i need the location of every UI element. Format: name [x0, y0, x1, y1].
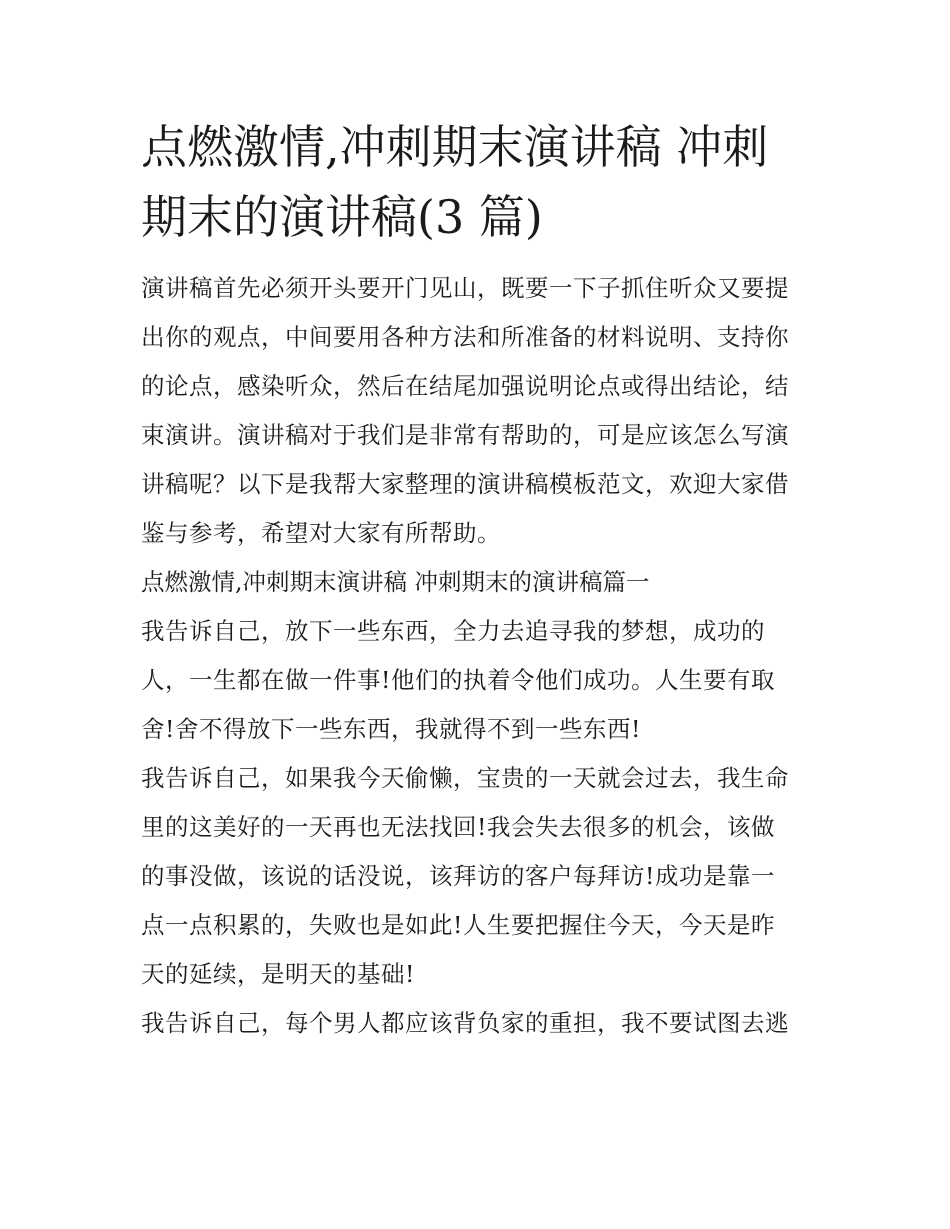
text-line: 束演讲。演讲稿对于我们是非常有帮助的，可是应该怎么写演	[141, 421, 789, 449]
text-line: 的论点，感染听众，然后在结尾加强说明论点或得出结论，结	[141, 372, 789, 400]
title-line: 点燃激情,冲刺期末演讲稿 冲刺	[141, 120, 769, 174]
text-line: 讲稿呢？以下是我帮大家整理的演讲稿模板范文，欢迎大家借	[141, 470, 789, 498]
paragraph-2	[141, 754, 813, 999]
paragraph-3	[141, 999, 813, 1048]
section-heading: 点燃激情,冲刺期末演讲稿 冲刺期末的演讲稿篇一	[141, 568, 650, 596]
document-body	[141, 264, 813, 1048]
text-line: 我告诉自己，放下一些东西，全力去追寻我的梦想，成功的	[141, 617, 765, 645]
text-line: 演讲稿首先必须开头要开门见山，既要一下子抓住听众又要提	[141, 274, 789, 302]
text-line: 的事没做，该说的话没说，该拜访的客户每拜访!成功是靠一	[141, 862, 775, 890]
text-line: 出你的观点，中间要用各种方法和所准备的材料说明、支持你	[141, 323, 789, 351]
title-line: 期末的演讲稿(3 篇)	[141, 190, 543, 244]
text-line: 我告诉自己，每个男人都应该背负家的重担，我不要试图去逃	[141, 1009, 789, 1037]
paragraph-1	[141, 607, 813, 754]
text-line: 人，一生都在做一件事!他们的执着令他们成功。人生要有取	[141, 666, 775, 694]
text-line: 舍!舍不得放下一些东西，我就得不到一些东西!	[141, 715, 641, 743]
text-line: 天的延续，是明天的基础!	[141, 960, 415, 988]
text-line: 我告诉自己，如果我今天偷懒，宝贵的一天就会过去，我生命	[141, 764, 789, 792]
document-page	[141, 112, 813, 1048]
intro-paragraph	[141, 264, 813, 558]
text-line: 里的这美好的一天再也无法找回!我会失去很多的机会，该做	[141, 813, 775, 841]
document-title	[141, 112, 813, 252]
text-line: 鉴与参考，希望对大家有所帮助。	[141, 519, 501, 547]
text-line: 点一点积累的，失败也是如此!人生要把握住今天，今天是昨	[141, 911, 775, 939]
